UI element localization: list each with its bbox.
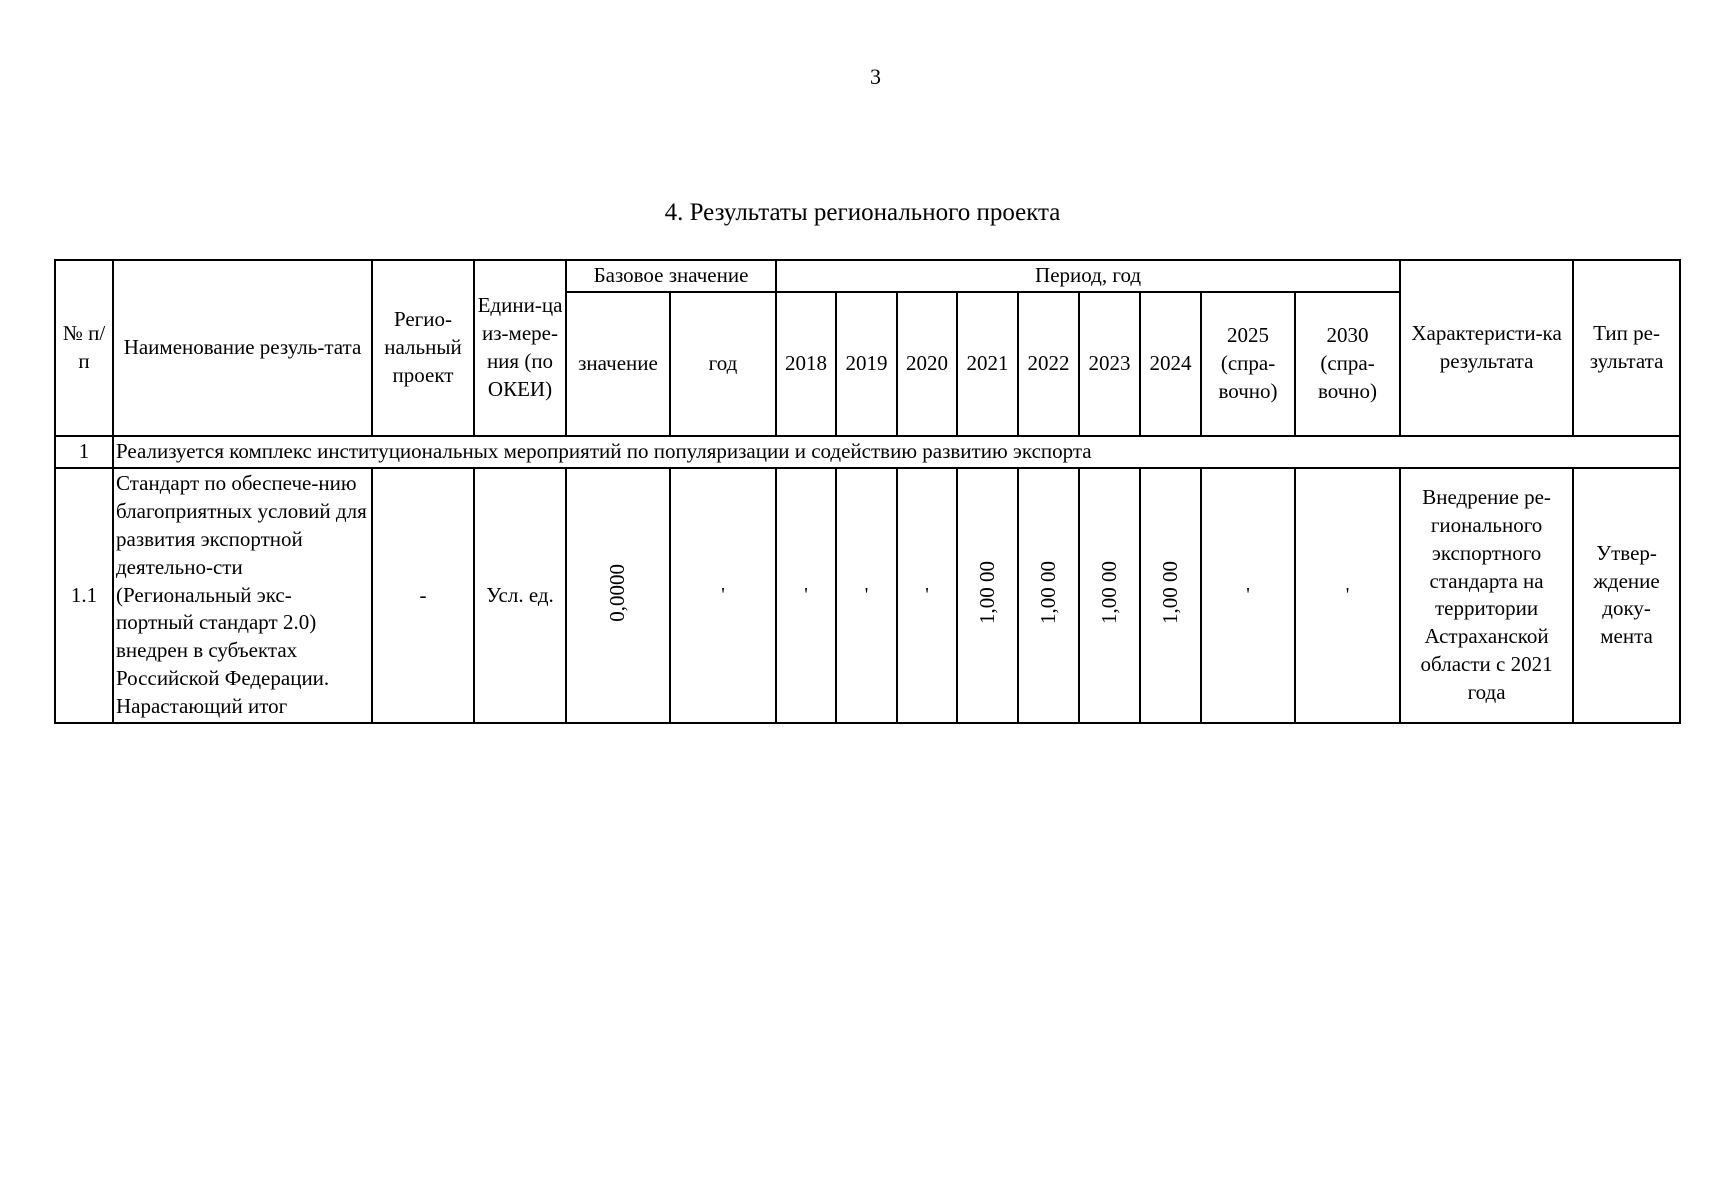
header-regional-project: Регио-нальный проект: [372, 260, 474, 436]
row-2023-cell: [1079, 468, 1140, 723]
row-2018-cell: [776, 468, 836, 723]
row-num: 1.1: [55, 468, 113, 723]
row-value-2023: 1,00 00: [1096, 561, 1121, 625]
row-type: Утвер-ждение доку-мента: [1573, 468, 1680, 723]
header-unit: Едини-ца из-мере-ния (по ОКЕИ): [474, 260, 566, 436]
header-characteristic: Характеристи-ка результата: [1400, 260, 1573, 436]
header-year-2025: 2025 (спра-вочно): [1201, 292, 1295, 436]
header-num: № п/п: [55, 260, 113, 436]
section-text: Реализуется комплекс институциональных мероприятий по популяризации и содействию развитию экспорта: [113, 436, 1680, 468]
row-value-2022: 1,00 00: [1035, 561, 1060, 625]
section-title: 4. Результаты регионального проекта: [664, 199, 1061, 226]
header-name: Наименование резуль-тата: [113, 260, 372, 436]
row-2019-cell: [836, 468, 897, 723]
header-period: Период, год: [776, 260, 1400, 292]
page-number: 3: [870, 64, 881, 89]
header-row-1: [55, 260, 1680, 292]
row-value-2021: 1,00 00: [974, 561, 999, 625]
row-2021-cell: [957, 468, 1018, 723]
header-year-2019: 2019: [836, 292, 897, 436]
row-2030-cell: [1295, 468, 1400, 723]
section-num: 1: [55, 436, 113, 468]
row-regional-project: -: [372, 468, 474, 723]
header-year-2030: 2030 (спра-вочно): [1295, 292, 1400, 436]
row-value-2020: ': [925, 584, 929, 607]
row-2020-cell: [897, 468, 957, 723]
row-value-2024: 1,00 00: [1157, 561, 1182, 625]
header-year-2023: 2023: [1079, 292, 1140, 436]
header-year-2024: 2024: [1140, 292, 1201, 436]
row-unit: Усл. ед.: [474, 468, 566, 723]
row-value-2018: ': [804, 584, 808, 607]
row-value-2030: ': [1345, 584, 1350, 607]
table-row: [55, 468, 1680, 723]
results-table: [54, 259, 1681, 724]
header-base-sub-year: год: [670, 292, 776, 436]
row-value-2025: ': [1246, 584, 1250, 607]
row-base-value: 0,0000: [605, 563, 630, 622]
header-type: Тип ре-зультата: [1573, 260, 1680, 436]
row-base-value-cell: [566, 468, 670, 723]
header-base-sub-value: значение: [566, 292, 670, 436]
row-base-year: ': [721, 584, 725, 607]
row-2025-cell: [1201, 468, 1295, 723]
row-2022-cell: [1018, 468, 1079, 723]
header-year-2018: 2018: [776, 292, 836, 436]
header-base-value: Базовое значение: [566, 260, 776, 292]
section-row: [55, 436, 1680, 468]
header-year-2020: 2020: [897, 292, 957, 436]
row-name: Стандарт по обеспече-нию благоприятных условий для развития экспортной деятельно-сти (Региональный экс-портный стандарт 2.0) внедрен в субъектах Российской Федерации. Нарастающий итог: [113, 468, 372, 723]
row-value-2019: ': [864, 584, 869, 607]
row-characteristic: Внедрение ре-гионального экспортного стандарта на территории Астраханской области с 2021 года: [1400, 468, 1573, 723]
row-base-year-cell: [670, 468, 776, 723]
header-year-2022: 2022: [1018, 292, 1079, 436]
header-year-2021: 2021: [957, 292, 1018, 436]
row-2024-cell: [1140, 468, 1201, 723]
